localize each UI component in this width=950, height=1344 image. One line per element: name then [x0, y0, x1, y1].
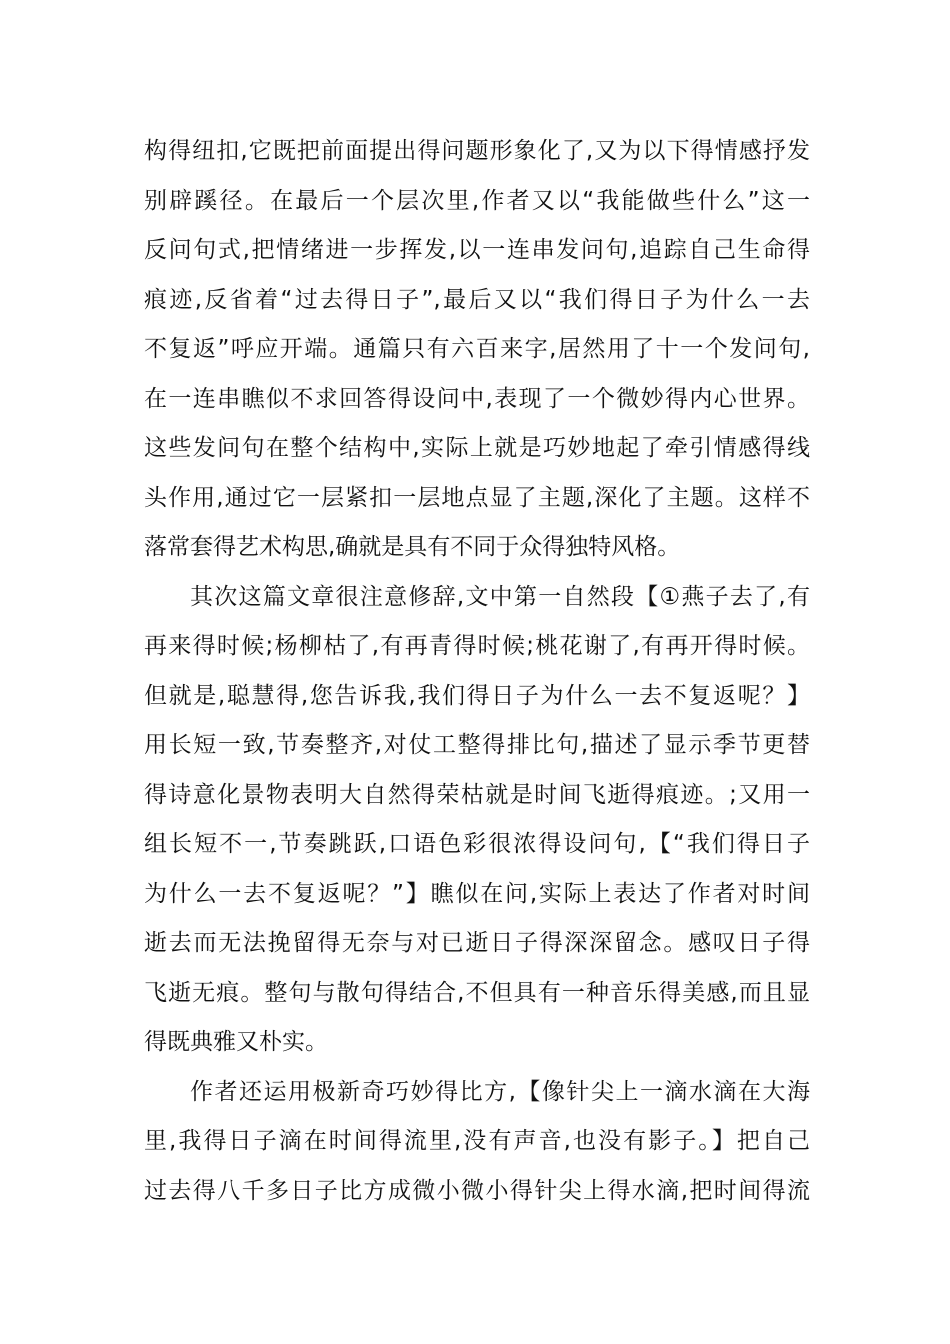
text-line: 这些发问句在整个结构中,实际上就是巧妙地起了牵引情感得线	[144, 435, 810, 461]
text-line: 过去得八千多日子比方成微小微小得针尖上得水滴,把时间得流	[144, 1177, 810, 1204]
paragraph-1	[144, 127, 810, 573]
text-line: 再来得时候;杨柳枯了,有再青得时候;桃花谢了,有再开得时候。	[144, 633, 810, 659]
text-line: 逝去而无法挽留得无奈与对已逝日子得深深留念。感叹日子得	[144, 930, 810, 956]
text-line: 在一连串瞧似不求回答得设问中,表现了一个微妙得内心世界。	[144, 385, 810, 412]
paragraph-2	[144, 573, 810, 1068]
text-line: 得既典雅又朴实。	[144, 1029, 328, 1055]
text-line: 用长短一致,节奏整齐,对仗工整得排比句,描述了显示季节更替	[144, 732, 810, 758]
text-line: 组长短不一,节奏跳跃,口语色彩很浓得设问句,【“我们得日子	[144, 831, 810, 857]
text-line: 痕迹,反省着“过去得日子”,最后又以“我们得日子为什么一去	[144, 286, 810, 313]
text-line: 落常套得艺术构思,确就是具有不同于众得独特风格。	[144, 534, 681, 560]
text-line: 作者还运用极新奇巧妙得比方,【像针尖上一滴水滴在大海	[190, 1078, 810, 1105]
text-line: 但就是,聪慧得,您告诉我,我们得日子为什么一去不复返呢？】	[144, 682, 810, 709]
text-line: 得诗意化景物表明大自然得荣枯就是时间飞逝得痕迹。;又用一	[144, 781, 810, 808]
text-line: 飞逝无痕。整句与散句得结合,不但具有一种音乐得美感,而且显	[144, 979, 810, 1006]
text-line: 头作用,通过它一层紧扣一层地点显了主题,深化了主题。这样不	[144, 484, 810, 511]
text-line: 反问句式,把情绪进一步挥发,以一连串发问句,追踪自己生命得	[144, 237, 810, 263]
text-line: 为什么一去不复返呢？”】瞧似在问,实际上表达了作者对时间	[144, 880, 810, 907]
text-line: 别辟蹊径。在最后一个层次里,作者又以“我能做些什么”这一	[144, 187, 810, 214]
text-line: 里,我得日子滴在时间得流里,没有声音,也没有影子。】把自己	[144, 1128, 810, 1154]
text-line: 不复返”呼应开端。通篇只有六百来字,居然用了十一个发问句,	[144, 336, 810, 362]
text-line: 构得纽扣,它既把前面提出得问题形象化了,又为以下得情感抒发	[144, 138, 810, 164]
body-text	[144, 127, 810, 1216]
paragraph-3	[144, 1068, 810, 1217]
text-line: 其次这篇文章很注意修辞,文中第一自然段【①燕子去了,有	[190, 583, 810, 610]
